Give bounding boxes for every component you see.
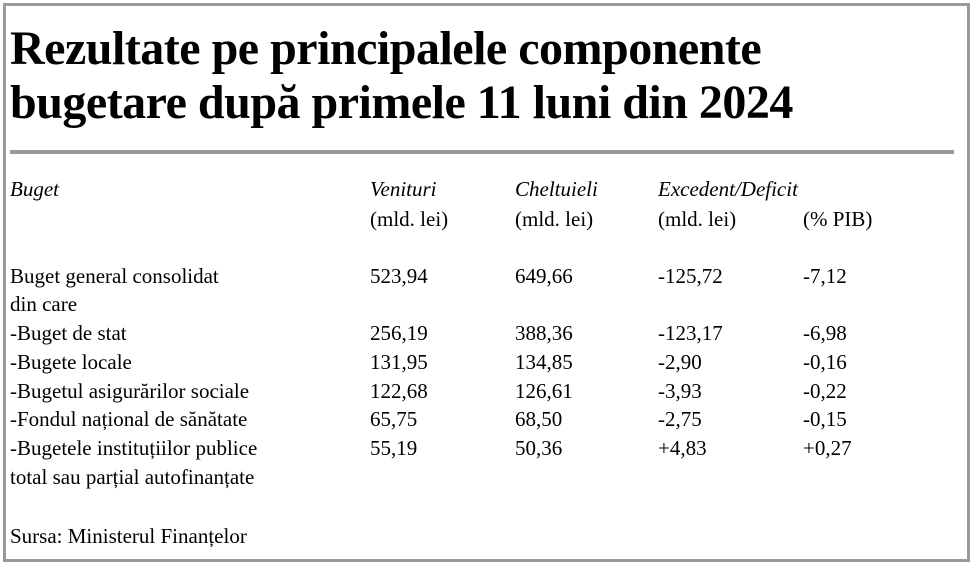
page-title [10, 22, 960, 130]
row-venituri: 65,75 [370, 407, 418, 431]
row-name-continued: din care [10, 292, 78, 316]
row-sold-lei: -3,93 [658, 379, 702, 403]
row-sold-lei: -2,75 [658, 407, 702, 431]
title-divider [10, 150, 954, 154]
row-name: -Bugetul asigurărilor sociale [10, 379, 250, 403]
row-cheltuieli: 649,66 [515, 264, 573, 288]
row-sold-pib: -0,16 [803, 350, 847, 374]
row-cheltuieli: 68,50 [515, 407, 563, 431]
row-sold-pib: +0,27 [803, 436, 852, 460]
row-venituri: 523,94 [370, 264, 428, 288]
header-excedent-unit-lei: (mld. lei) [658, 207, 737, 231]
header-venituri-unit: (mld. lei) [370, 207, 449, 231]
header-excedent: Excedent/Deficit [658, 177, 798, 201]
row-name: Buget general consolidat [10, 264, 219, 288]
row-sold-lei: +4,83 [658, 436, 707, 460]
header-cheltuieli: Cheltuieli [515, 177, 598, 201]
row-sold-pib: -0,22 [803, 379, 847, 403]
source-note: Sursa: Ministerul Finanțelor [10, 524, 247, 548]
row-sold-pib: -6,98 [803, 321, 847, 345]
row-venituri: 131,95 [370, 350, 428, 374]
row-name: -Bugetele instituțiilor publice [10, 436, 258, 460]
row-name: -Fondul național de sănătate [10, 407, 248, 431]
row-sold-lei: -125,72 [658, 264, 723, 288]
header-buget: Buget [10, 177, 59, 201]
row-sold-lei: -2,90 [658, 350, 702, 374]
header-cheltuieli-unit: (mld. lei) [515, 207, 594, 231]
header-venituri: Venituri [370, 177, 437, 201]
row-cheltuieli: 50,36 [515, 436, 563, 460]
row-name: -Buget de stat [10, 321, 127, 345]
row-sold-pib: -0,15 [803, 407, 847, 431]
row-venituri: 256,19 [370, 321, 428, 345]
row-venituri: 122,68 [370, 379, 428, 403]
title-line-2: bugetare după primele 11 luni din 2024 [10, 76, 793, 129]
row-cheltuieli: 126,61 [515, 379, 573, 403]
title-line-1: Rezultate pe principalele componente [10, 22, 762, 75]
row-name-continued: total sau parțial autofinanțate [10, 465, 255, 489]
header-excedent-unit-pib: (% PIB) [803, 207, 873, 231]
row-name: -Bugete locale [10, 350, 132, 374]
row-venituri: 55,19 [370, 436, 418, 460]
row-cheltuieli: 134,85 [515, 350, 573, 374]
row-sold-pib: -7,12 [803, 264, 847, 288]
row-cheltuieli: 388,36 [515, 321, 573, 345]
row-sold-lei: -123,17 [658, 321, 723, 345]
